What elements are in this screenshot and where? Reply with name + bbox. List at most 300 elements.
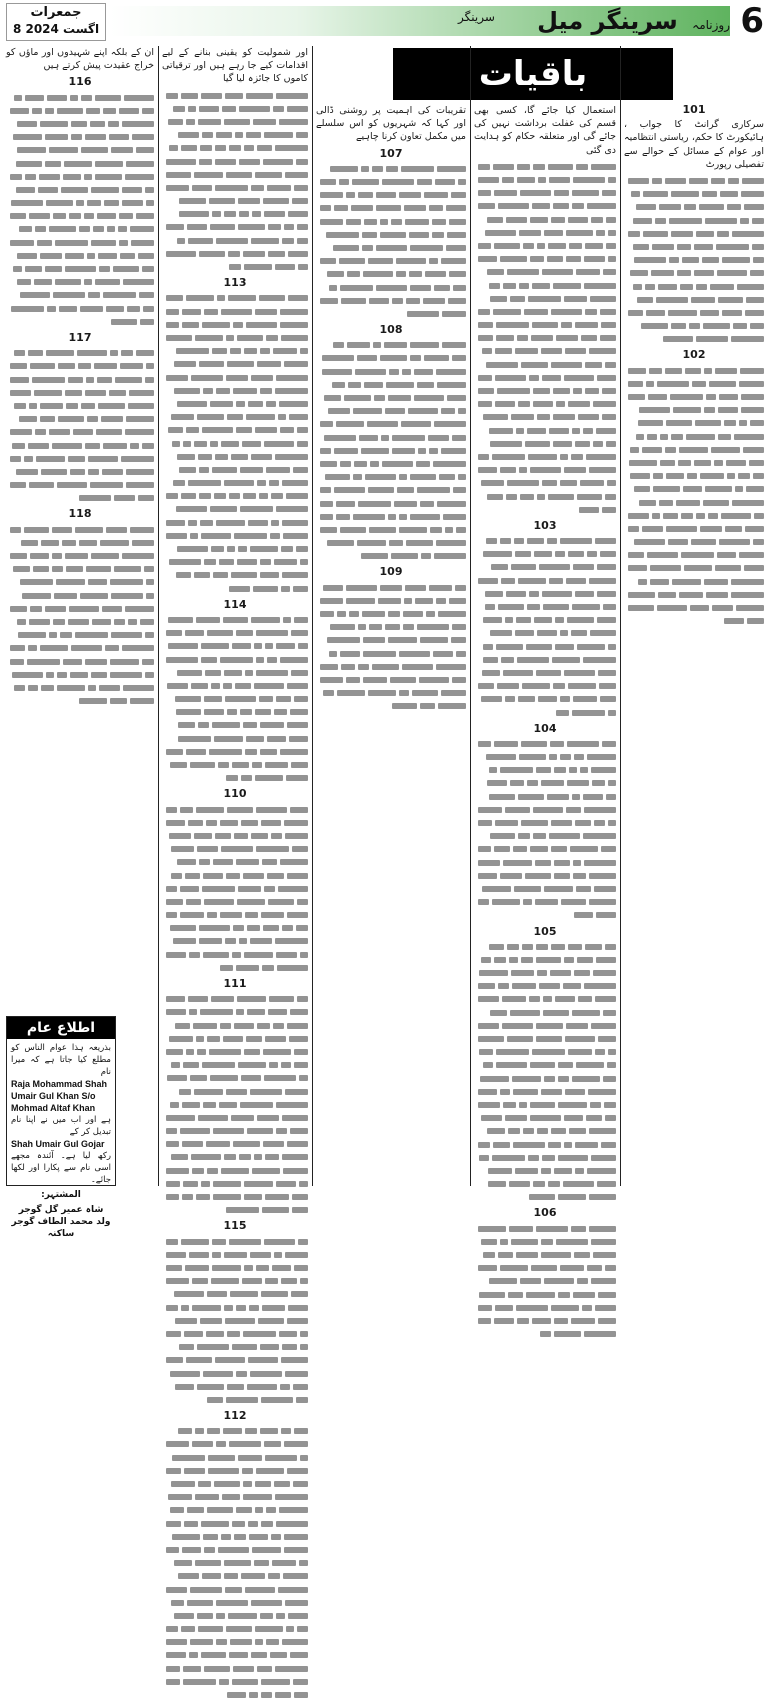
word-mark	[708, 513, 718, 519]
text-line	[316, 444, 466, 457]
text-line	[624, 509, 764, 522]
word-mark	[436, 540, 466, 546]
word-mark	[247, 1128, 273, 1134]
word-mark	[378, 598, 401, 604]
word-mark	[498, 604, 524, 610]
word-mark	[410, 342, 439, 348]
word-mark	[186, 1357, 212, 1363]
word-mark	[186, 295, 214, 301]
text-line	[6, 302, 154, 315]
word-mark	[347, 342, 370, 348]
word-mark	[281, 1062, 291, 1068]
word-mark	[103, 443, 127, 449]
word-mark	[649, 368, 662, 374]
word-mark	[505, 1115, 527, 1121]
word-mark	[170, 762, 187, 768]
word-mark	[478, 256, 497, 262]
word-mark	[523, 243, 534, 249]
word-mark	[136, 147, 154, 153]
word-mark	[606, 441, 616, 447]
word-mark	[628, 565, 647, 571]
text-line	[316, 215, 466, 228]
word-mark	[256, 1265, 269, 1271]
word-mark	[752, 244, 764, 250]
word-mark	[280, 859, 308, 865]
text-line	[6, 91, 154, 104]
word-mark	[80, 306, 103, 312]
word-mark	[248, 401, 263, 407]
word-mark	[232, 1679, 258, 1685]
word-mark	[268, 224, 281, 230]
item-number: 115	[223, 1219, 247, 1233]
word-mark	[85, 443, 100, 449]
word-mark	[550, 741, 564, 747]
word-mark	[330, 624, 355, 630]
word-mark	[353, 514, 385, 520]
word-mark	[40, 121, 68, 127]
word-mark	[32, 377, 65, 383]
word-mark	[689, 178, 708, 184]
word-mark	[432, 219, 446, 225]
word-mark	[192, 1168, 204, 1174]
text-line	[474, 626, 616, 639]
word-mark	[429, 205, 443, 211]
item-number: 117	[68, 330, 92, 344]
word-mark	[234, 1023, 254, 1029]
column-4	[162, 46, 308, 1423]
word-mark	[216, 520, 245, 526]
word-mark	[284, 1547, 308, 1553]
word-mark	[329, 651, 337, 657]
word-mark	[665, 178, 686, 184]
text-line	[474, 1235, 616, 1248]
word-mark	[196, 807, 224, 813]
notice-name-english: Raja Mohammad Shah Umair Gul Khan S/o	[11, 1079, 108, 1101]
word-mark	[548, 1181, 560, 1187]
word-mark	[296, 925, 308, 931]
word-mark	[741, 191, 764, 197]
text-line	[316, 660, 466, 673]
word-mark	[441, 258, 466, 264]
word-mark	[170, 925, 196, 931]
column-3	[316, 104, 466, 1214]
text-line	[316, 365, 466, 378]
word-mark	[355, 369, 386, 375]
word-mark	[564, 375, 594, 381]
word-mark	[536, 957, 561, 963]
word-mark	[605, 362, 616, 368]
word-mark	[243, 722, 257, 728]
text-line	[474, 305, 616, 318]
word-mark	[236, 427, 252, 433]
text-line	[474, 882, 616, 895]
word-mark	[10, 377, 29, 383]
word-mark	[169, 145, 178, 151]
word-mark	[236, 965, 259, 971]
word-mark	[268, 251, 285, 257]
text-line	[474, 1274, 616, 1287]
word-mark	[52, 443, 82, 449]
text-line	[162, 745, 308, 758]
word-mark	[241, 775, 252, 781]
text-line	[162, 220, 308, 233]
word-mark	[555, 551, 565, 557]
word-mark	[220, 965, 233, 971]
word-mark	[45, 134, 68, 140]
text-line	[316, 497, 466, 510]
word-mark	[407, 311, 439, 317]
word-mark	[353, 408, 382, 414]
word-mark	[263, 1049, 291, 1055]
word-mark	[10, 645, 25, 651]
word-mark	[235, 683, 251, 689]
word-mark	[17, 253, 37, 259]
word-mark	[694, 270, 714, 276]
text-line	[624, 364, 764, 377]
word-mark	[215, 159, 236, 165]
word-mark	[487, 494, 503, 500]
word-mark	[589, 1128, 616, 1134]
word-mark	[458, 408, 466, 414]
word-mark	[399, 514, 407, 520]
word-mark	[453, 487, 466, 493]
word-mark	[668, 539, 688, 545]
word-mark	[132, 540, 154, 546]
word-mark	[575, 820, 591, 826]
word-mark	[212, 211, 221, 217]
word-mark	[291, 670, 308, 676]
word-mark	[496, 1049, 529, 1055]
word-mark	[131, 240, 154, 246]
word-mark	[597, 1181, 616, 1187]
section-title: باقیات	[478, 54, 588, 94]
word-mark	[252, 211, 261, 217]
text-line	[6, 386, 154, 399]
word-mark	[284, 361, 308, 367]
word-mark	[438, 703, 466, 709]
word-mark	[294, 185, 308, 191]
word-mark	[555, 617, 564, 623]
word-mark	[174, 1560, 192, 1566]
word-mark	[604, 1102, 616, 1108]
text-line	[6, 315, 154, 328]
word-mark	[200, 1318, 222, 1324]
word-mark	[188, 820, 203, 826]
word-mark	[569, 767, 577, 773]
text-line	[162, 1464, 308, 1477]
word-mark	[575, 1168, 584, 1174]
word-mark	[506, 591, 526, 597]
word-mark	[207, 912, 217, 918]
word-mark	[481, 696, 502, 702]
item-number: 118	[68, 507, 92, 521]
text-line	[162, 1688, 308, 1701]
word-mark	[530, 1062, 555, 1068]
word-mark	[490, 1010, 507, 1016]
text-line	[162, 555, 308, 568]
text-line	[162, 1111, 308, 1124]
word-mark	[275, 938, 308, 944]
word-mark	[719, 539, 750, 545]
word-mark	[298, 1239, 308, 1245]
word-mark	[29, 403, 37, 409]
word-mark	[320, 448, 331, 454]
word-mark	[512, 1076, 541, 1082]
word-mark	[166, 952, 186, 958]
word-mark	[478, 996, 499, 1002]
word-mark	[719, 394, 738, 400]
word-mark	[551, 362, 582, 368]
word-mark	[102, 469, 123, 475]
word-mark	[534, 551, 552, 557]
word-mark	[361, 553, 388, 559]
text-line	[6, 373, 154, 386]
word-mark	[538, 177, 546, 183]
word-mark	[287, 722, 308, 728]
word-mark	[684, 565, 712, 571]
word-mark	[210, 506, 237, 512]
word-mark	[122, 187, 142, 193]
word-mark	[103, 108, 116, 114]
text-line	[162, 344, 308, 357]
word-mark	[257, 145, 272, 151]
word-mark	[99, 266, 110, 272]
word-mark	[368, 690, 396, 696]
word-mark	[500, 767, 533, 773]
text-line	[162, 141, 308, 154]
article-body-block	[316, 162, 466, 320]
text-line	[162, 626, 308, 639]
article-text: اور شمولیت کو یقینی بنانے کے لیے اقدامات کیے جا رہے ہیں اور ترقیاتی کاموں کا جائزہ لیا گیا	[162, 47, 308, 85]
text-line	[162, 1203, 308, 1216]
word-mark	[250, 546, 278, 552]
word-mark	[502, 177, 514, 183]
word-mark	[584, 860, 616, 866]
word-mark	[287, 1141, 308, 1147]
word-mark	[63, 659, 82, 665]
word-mark	[71, 134, 82, 140]
word-mark	[678, 460, 691, 466]
word-mark	[263, 1141, 284, 1147]
word-mark	[202, 322, 230, 328]
word-mark	[590, 296, 616, 302]
word-mark	[700, 310, 719, 316]
text-line	[624, 561, 764, 574]
text-line	[162, 247, 308, 260]
word-mark	[533, 833, 546, 839]
word-mark	[119, 108, 139, 114]
word-mark	[197, 1344, 229, 1350]
text-line	[6, 465, 154, 478]
item-number: 108	[379, 323, 403, 337]
text-line	[624, 456, 764, 469]
word-mark	[167, 1075, 187, 1081]
word-mark	[145, 377, 154, 383]
text-line	[316, 351, 466, 364]
word-mark	[224, 1305, 233, 1311]
word-mark	[14, 95, 22, 101]
word-mark	[122, 200, 143, 206]
word-mark	[521, 820, 548, 826]
word-mark	[62, 540, 76, 546]
word-mark	[21, 540, 38, 546]
word-mark	[270, 533, 280, 539]
text-line	[162, 1005, 308, 1018]
word-mark	[483, 551, 512, 557]
word-mark	[482, 348, 492, 354]
word-mark	[174, 1613, 194, 1619]
word-mark	[341, 664, 355, 670]
word-mark	[724, 420, 736, 426]
word-mark	[478, 683, 494, 689]
word-mark	[37, 240, 52, 246]
word-mark	[169, 1036, 193, 1042]
word-mark	[281, 586, 290, 592]
word-mark	[638, 579, 647, 585]
word-mark	[222, 106, 236, 112]
word-mark	[182, 1547, 201, 1553]
word-mark	[211, 683, 220, 689]
word-mark	[417, 624, 449, 630]
word-mark	[224, 1573, 238, 1579]
word-mark	[223, 1036, 243, 1042]
word-mark	[684, 204, 696, 210]
word-mark	[276, 375, 308, 381]
word-mark	[706, 394, 716, 400]
word-mark	[584, 807, 616, 813]
word-mark	[410, 355, 421, 361]
word-mark	[582, 1305, 592, 1311]
word-mark	[554, 1331, 581, 1337]
text-line	[474, 940, 616, 953]
word-mark	[322, 355, 354, 361]
text-line	[6, 196, 154, 209]
word-mark	[549, 833, 580, 839]
word-mark	[260, 348, 270, 354]
word-mark	[264, 886, 275, 892]
word-mark	[168, 617, 193, 623]
word-mark	[489, 283, 500, 289]
word-mark	[111, 319, 137, 325]
text-line	[162, 207, 308, 220]
word-mark	[171, 414, 194, 420]
word-mark	[340, 651, 360, 657]
word-mark	[242, 441, 261, 447]
word-mark	[574, 754, 584, 760]
word-mark	[118, 226, 127, 232]
word-mark	[594, 886, 616, 892]
word-mark	[127, 306, 140, 312]
word-mark	[439, 474, 455, 480]
word-mark	[283, 617, 291, 623]
text-line	[162, 582, 308, 595]
word-mark	[166, 322, 179, 328]
word-mark	[285, 1252, 308, 1258]
text-line	[316, 686, 466, 699]
word-mark	[430, 527, 442, 533]
word-mark	[531, 1265, 557, 1271]
word-mark	[75, 632, 108, 638]
word-mark	[228, 1613, 257, 1619]
word-mark	[96, 429, 122, 435]
word-mark	[252, 1547, 281, 1553]
word-mark	[10, 456, 21, 462]
word-mark	[199, 925, 230, 931]
word-mark	[576, 1062, 604, 1068]
word-mark	[255, 1481, 271, 1487]
word-mark	[722, 257, 750, 263]
word-mark	[10, 363, 27, 369]
word-mark	[10, 606, 27, 612]
word-mark	[358, 664, 369, 670]
word-mark	[650, 565, 681, 571]
word-mark	[515, 630, 534, 636]
word-mark	[556, 335, 578, 341]
word-mark	[192, 1278, 208, 1284]
word-mark	[357, 355, 377, 361]
word-mark	[665, 368, 682, 374]
word-mark	[537, 494, 545, 500]
word-mark	[636, 204, 656, 210]
notice-body	[7, 1039, 115, 1243]
word-mark	[264, 1075, 296, 1081]
text-line	[316, 307, 466, 320]
word-mark	[493, 164, 514, 170]
paper-prefix: روزنامہ	[692, 18, 730, 32]
word-mark	[213, 1128, 244, 1134]
word-mark	[597, 591, 616, 597]
word-mark	[717, 231, 729, 237]
word-mark	[278, 1587, 308, 1593]
word-mark	[285, 1371, 308, 1377]
word-mark	[254, 1560, 269, 1566]
word-mark	[264, 132, 293, 138]
word-mark	[485, 591, 503, 597]
word-mark	[573, 1292, 595, 1298]
text-line	[162, 384, 308, 397]
word-mark	[605, 494, 616, 500]
word-mark	[226, 873, 240, 879]
word-mark	[197, 1049, 206, 1055]
word-mark	[658, 284, 677, 290]
word-mark	[255, 1639, 263, 1645]
word-mark	[285, 172, 308, 178]
word-mark	[437, 382, 466, 388]
word-mark	[647, 434, 657, 440]
item-number: 104	[533, 721, 557, 735]
text-line	[162, 423, 308, 436]
word-mark	[505, 617, 513, 623]
word-mark	[166, 172, 191, 178]
word-mark	[142, 659, 154, 665]
word-mark	[320, 598, 343, 604]
word-mark	[265, 1194, 289, 1200]
word-mark	[330, 166, 358, 172]
word-mark	[296, 132, 308, 138]
word-mark	[55, 279, 81, 285]
word-mark	[497, 683, 519, 689]
word-mark	[255, 1626, 283, 1632]
word-mark	[399, 651, 430, 657]
word-mark	[396, 258, 426, 264]
word-mark	[235, 132, 243, 138]
word-mark	[361, 166, 369, 172]
word-mark	[211, 996, 234, 1002]
word-mark	[281, 1428, 291, 1434]
word-mark	[487, 780, 507, 786]
word-mark	[262, 1305, 285, 1311]
word-mark	[683, 486, 702, 492]
